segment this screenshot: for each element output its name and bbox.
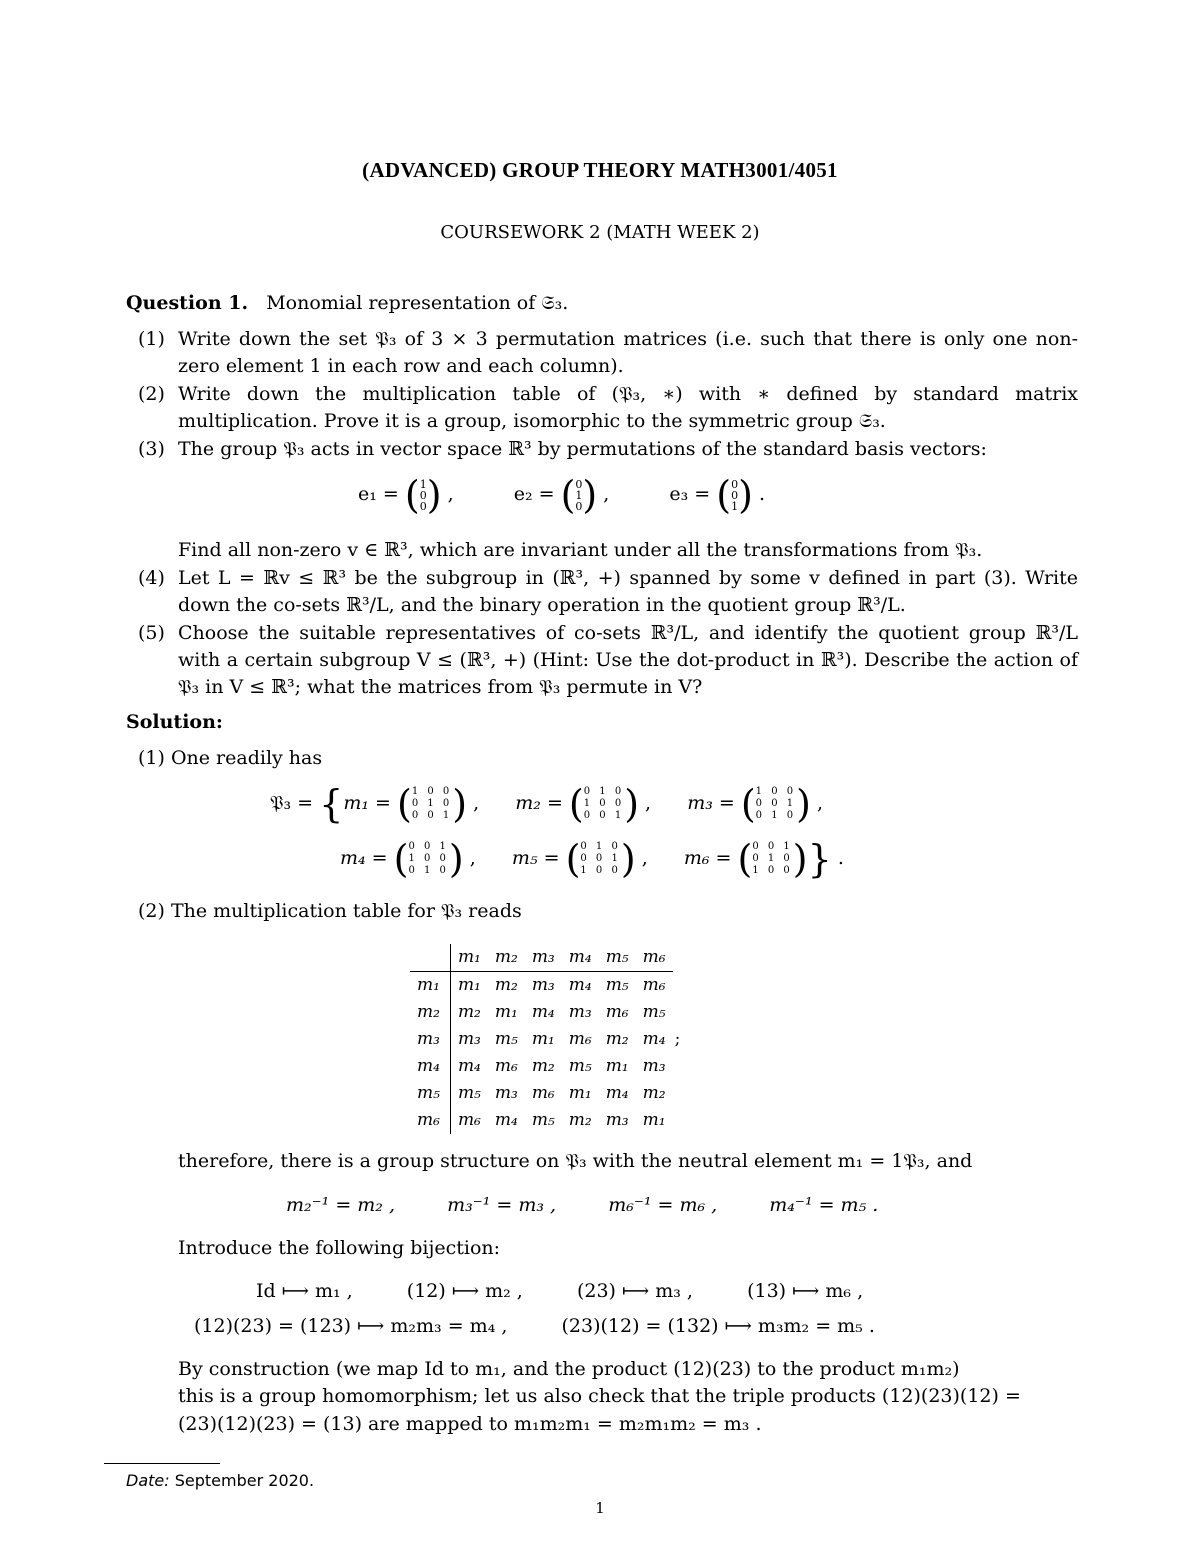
bijection-map: (23)(12) = (132) ⟼ m₃m₂ = m₅ . — [561, 1315, 875, 1337]
table-row — [410, 1080, 687, 1107]
matrix-name: m₁ = — [343, 792, 391, 814]
table-cell: m₁ — [531, 1029, 555, 1049]
table-cell: m₅ — [457, 1083, 481, 1103]
question-heading: Question 1. — [126, 292, 249, 314]
solution-heading: Solution: — [126, 711, 223, 733]
solution-step-2: (2) The multiplication table for 𝔓₃ reads — [138, 900, 522, 922]
table-cell: m₁ — [457, 975, 481, 995]
matrix-name: m₄ = — [340, 847, 388, 869]
table-row-header: m₅ — [410, 1080, 450, 1107]
e1-vector: 1 0 0 — [419, 477, 427, 513]
footnote — [126, 1467, 314, 1494]
table-cell: m₂ — [605, 1029, 629, 1049]
solution-step-1: (1) One readily has — [138, 747, 323, 769]
e1-label: e₁ = — [358, 483, 399, 505]
table-row-header: m₆ — [410, 1107, 450, 1134]
document-subtitle: COURSEWORK 2 (MATH WEEK 2) — [440, 222, 760, 243]
table-header-row — [410, 944, 687, 972]
table-row — [410, 1107, 687, 1134]
table-cell: m₅ — [642, 1002, 666, 1022]
question-item-3 — [138, 436, 1078, 463]
inverse-eq: m₆⁻¹ = m₆ , — [608, 1194, 718, 1216]
item-number: (1) — [138, 328, 165, 350]
question-topic: Monomial representation of 𝔖₃. — [266, 292, 569, 314]
table-header-cell: m₂ — [488, 944, 525, 972]
table-cell: m₄ — [494, 1110, 518, 1130]
table-cell: m₆ — [494, 1056, 518, 1076]
table-cell: m₃ — [457, 1029, 481, 1049]
question-item-2 — [138, 381, 1078, 435]
table-cell: m₂ — [457, 1002, 481, 1022]
bijection-line-2 — [194, 1313, 875, 1340]
item-text: Let L = ℝv ≤ ℝ³ be the subgroup in (ℝ³, +) spanned by some v defined in part (3). Write down the co-sets ℝ³/L, and the binary operation in the quotient group ℝ³/L. — [178, 567, 1078, 616]
matrix-name: m₂ = — [515, 792, 563, 814]
table-cell: m₃ — [605, 1110, 629, 1130]
table-cell: m₅ — [531, 1110, 555, 1130]
item-number: (4) — [138, 567, 165, 589]
question-item-1 — [138, 326, 1078, 380]
e3-label: e₃ = — [669, 483, 711, 505]
item-text: Choose the suitable representatives of co-sets ℝ³/L, and identify the quotient group ℝ³/L with a certain subgroup V ≤ (ℝ³, +) (Hint: Use the dot-product in ℝ³). Describe the action of 𝔓₃ in V ≤ ℝ³; what the matrices from 𝔓₃ permute in V? — [178, 622, 1078, 698]
matrix-m4: 0 0 1 1 0 0 0 1 0 — [408, 841, 449, 876]
table-cell: m₅ — [605, 975, 629, 995]
table-cell: m₂ — [531, 1056, 555, 1076]
construction-line-2: this is a group homomorphism; let us also check that the triple products (12)(23)(12) = — [178, 1385, 1021, 1407]
table-cell: m₁ — [494, 1002, 518, 1022]
matrix-m3: 1 0 0 0 0 1 0 1 0 — [755, 786, 797, 821]
construction-line-3: (23)(12)(23) = (13) are mapped to m₁m₂m₁ = m₂m₁m₂ = m₃ . — [178, 1413, 762, 1435]
table-cell: m₅ — [568, 1056, 592, 1076]
footnote-text: September 2020. — [174, 1471, 315, 1490]
table-cell: m₁ — [605, 1056, 629, 1076]
e2-vector: 0 1 0 — [575, 477, 583, 513]
table-row-header: m₄ — [410, 1053, 450, 1080]
item-number: (3) — [138, 438, 165, 460]
page-number: 1 — [595, 1499, 605, 1517]
inverse-eq: m₂⁻¹ = m₂ , — [286, 1194, 395, 1216]
table-header-cell: m₁ — [450, 944, 487, 972]
footnote-label: Date: — [126, 1471, 170, 1490]
table-cell: m₆ — [531, 1083, 555, 1103]
table-cell: m₂ — [642, 1083, 666, 1103]
table-row-header: m₁ — [410, 972, 450, 1000]
item-number: (2) — [138, 383, 165, 405]
matrix-m5: 0 1 0 0 0 1 1 0 0 — [580, 841, 621, 876]
question-item-4 — [138, 565, 1078, 619]
table-row — [410, 1026, 687, 1053]
multiplication-table — [410, 944, 687, 1134]
bijection-intro: Introduce the following bijection: — [178, 1237, 501, 1259]
e3-vector: 0 0 1 — [731, 477, 739, 513]
question-item-5 — [138, 620, 1078, 701]
table-header-cell: m₄ — [562, 944, 599, 972]
find-invariant: Find all non-zero v ∈ ℝ³, which are invariant under all the transformations from 𝔓₃. — [178, 539, 983, 561]
bijection-map: Id ⟼ m₁ , — [256, 1280, 353, 1302]
table-cell: m₃ — [568, 1002, 592, 1022]
table-cell: m₄ — [531, 1002, 555, 1022]
bijection-map: (12)(23) = (123) ⟼ m₂m₃ = m₄ , — [194, 1315, 508, 1337]
table-cell: m₄ — [457, 1056, 481, 1076]
p3-label: 𝔓₃ = — [270, 792, 314, 814]
inverses-line — [286, 1192, 878, 1219]
item-text: Write down the multiplication table of (𝔓₃, ∗) with ∗ defined by standard matrix multiplication. Prove it is a group, isomorphic to the symmetric group 𝔖₃. — [178, 383, 1078, 432]
footnote-rule — [104, 1463, 220, 1464]
table-cell: m₆ — [605, 1002, 629, 1022]
table-cell: m₆ — [568, 1029, 592, 1049]
table-cell: m₄ — [605, 1083, 629, 1103]
table-header-cell: m₃ — [525, 944, 562, 972]
table-row-header: m₂ — [410, 999, 450, 1026]
question-heading-line — [126, 290, 568, 317]
table-header-cell: m₆ — [636, 944, 673, 972]
table-cell: m₃ — [642, 1056, 666, 1076]
bijection-line-1 — [256, 1278, 863, 1305]
inverse-eq: m₃⁻¹ = m₃ , — [447, 1194, 557, 1216]
table-trailing-semicolon: ; — [674, 1029, 681, 1049]
e2-label: e₂ = — [513, 483, 555, 505]
item-text: The group 𝔓₃ acts in vector space ℝ³ by permutations of the standard basis vectors: — [178, 438, 987, 460]
matrix-m1: 1 0 0 0 1 0 0 0 1 — [411, 786, 453, 821]
table-cell: m₆ — [642, 975, 666, 995]
item-number: (5) — [138, 622, 165, 644]
matrix-set-row-1: 𝔓₃ = {m₁ = (1 0 0 0 1 0 0 0 1) , m₂ = (0 1 0 1 0 0 0 0 1) , m₃ = (1 0 0 0 0 1 0 1 0) , — [270, 782, 824, 826]
table-cell: m₅ — [494, 1029, 518, 1049]
table-cell: m₃ — [531, 975, 555, 995]
matrix-m6: 0 0 1 0 1 0 1 0 0 — [752, 841, 793, 876]
table-corner — [410, 944, 450, 972]
table-cell: m₂ — [568, 1110, 592, 1130]
group-structure-text: therefore, there is a group structure on 𝔓₃ with the neutral element m₁ = 1𝔓₃, and — [178, 1150, 973, 1172]
construction-line-1: By construction (we map Id to m₁, and the product (12)(23) to the product m₁m₂) — [178, 1358, 960, 1380]
table-cell: m₁ — [568, 1083, 592, 1103]
item-text: Write down the set 𝔓₃ of 3 × 3 permutation matrices (i.e. such that there is only one non-zero element 1 in each row and each column). — [178, 328, 1078, 377]
matrix-name: m₅ = — [511, 847, 560, 869]
table-row-header: m₃ — [410, 1026, 450, 1053]
table-cell: m₁ — [642, 1110, 666, 1130]
matrix-set-row-2: m₄ = (0 0 1 1 0 0 0 1 0) , m₅ = (0 1 0 0 0 1 1 0 0) , m₆ = (0 0 1 0 1 0 1 0 0)} . — [340, 837, 844, 881]
basis-vectors: e₁ = (1 0 0) , e₂ = (0 1 0) , e₃ = (0 0 1) . — [358, 473, 766, 517]
table-row — [410, 972, 687, 1000]
bijection-map: (13) ⟼ m₆ , — [747, 1280, 864, 1302]
matrix-name: m₆ = — [683, 847, 732, 869]
table-cell: m₆ — [457, 1110, 481, 1130]
table-row — [410, 1053, 687, 1080]
matrix-m2: 0 1 0 1 0 0 0 0 1 — [583, 786, 625, 821]
table-cell: m₃ — [494, 1083, 518, 1103]
matrix-name: m₃ = — [687, 792, 735, 814]
inverse-eq: m₄⁻¹ = m₅ . — [769, 1194, 879, 1216]
bijection-map: (12) ⟼ m₂ , — [406, 1280, 523, 1302]
table-row — [410, 999, 687, 1026]
table-cell: m₄ — [642, 1029, 666, 1049]
table-cell: m₄ — [568, 975, 592, 995]
document-title: (ADVANCED) GROUP THEORY MATH3001/4051 — [362, 158, 838, 182]
table-header-cell: m₅ — [599, 944, 636, 972]
table-cell: m₂ — [494, 975, 518, 995]
bijection-map: (23) ⟼ m₃ , — [576, 1280, 693, 1302]
